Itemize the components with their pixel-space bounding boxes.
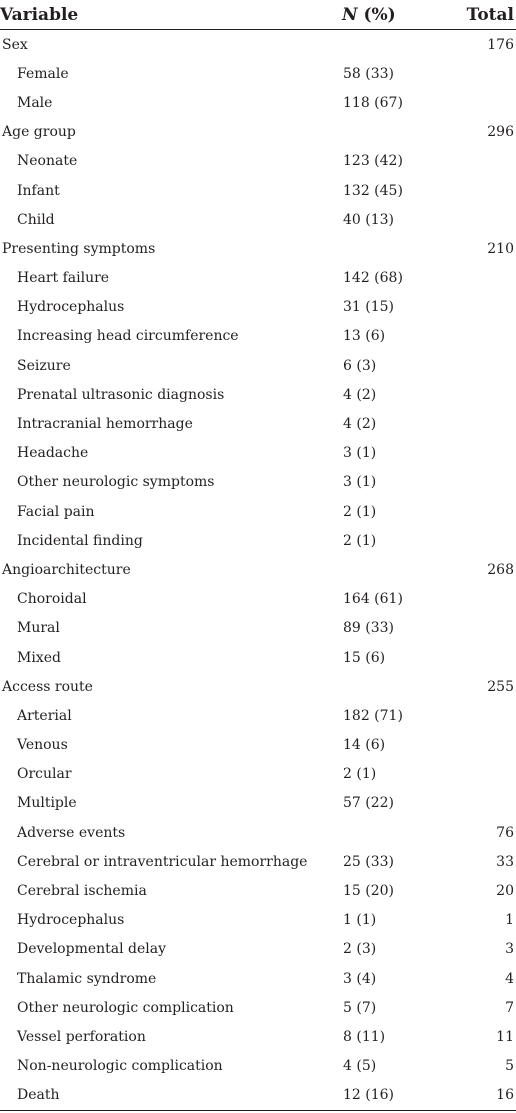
variable-cell: Hydrocephalus — [17, 912, 125, 929]
variable-cell: Headache — [17, 445, 89, 462]
table-row — [0, 322, 516, 351]
table-row — [0, 59, 516, 88]
total-cell: 255 — [487, 678, 514, 695]
n-percent-cell — [330, 30, 460, 60]
total-cell — [460, 176, 516, 205]
n-percent-cell: 2 (1) — [343, 532, 377, 549]
table-row — [0, 818, 516, 847]
total-cell: 11 — [496, 1028, 514, 1045]
variable-cell: Increasing head circumference — [17, 328, 239, 345]
table-row — [0, 847, 516, 876]
variable-cell: Cerebral or intraventricular hemorrhage — [17, 853, 308, 870]
n-percent-cell: 15 (20) — [343, 883, 395, 900]
variable-column-header: Variable — [0, 0, 330, 30]
n-percent-cell: 15 (6) — [343, 649, 386, 666]
table-row — [0, 701, 516, 730]
total-cell: 20 — [496, 883, 514, 900]
table-row — [0, 1081, 516, 1111]
total-cell — [460, 380, 516, 409]
n-percent-cell: 14 (6) — [343, 737, 386, 754]
table-row — [0, 906, 516, 935]
n-percent-cell: 8 (11) — [343, 1028, 386, 1045]
total-cell — [460, 409, 516, 438]
variable-cell: Intracranial hemorrhage — [17, 416, 193, 433]
variable-cell: Sex — [2, 36, 28, 53]
variable-cell: Neonate — [17, 153, 78, 170]
variable-cell: Facial pain — [17, 503, 95, 520]
n-percent-cell: 2 (1) — [343, 766, 377, 783]
variable-cell: Other neurologic symptoms — [17, 474, 215, 491]
n-percent-cell: 2 (3) — [343, 941, 377, 958]
n-percent-cell: 3 (4) — [343, 970, 377, 987]
n-percent-cell: 25 (33) — [343, 853, 395, 870]
total-cell: 176 — [487, 36, 514, 53]
total-cell — [460, 760, 516, 789]
total-cell — [460, 322, 516, 351]
n-percent-cell — [330, 234, 460, 263]
total-cell: 1 — [505, 912, 514, 929]
variable-cell: Access route — [2, 678, 93, 695]
variable-cell: Non-neurologic complication — [17, 1058, 223, 1075]
variable-cell: Child — [17, 211, 55, 228]
table-row — [0, 264, 516, 293]
total-cell — [460, 585, 516, 614]
total-cell: 5 — [505, 1058, 514, 1075]
total-cell — [460, 147, 516, 176]
table-group-row — [0, 118, 516, 147]
table-header — [0, 0, 516, 30]
variable-cell: Female — [17, 65, 69, 82]
variable-cell: Prenatal ultrasonic diagnosis — [17, 386, 225, 403]
variable-cell: Male — [17, 94, 53, 111]
n-percent-cell — [330, 672, 460, 701]
table-row — [0, 351, 516, 380]
n-percent-cell: 58 (33) — [343, 65, 395, 82]
n-percent-cell: 5 (7) — [343, 999, 377, 1016]
total-cell — [460, 293, 516, 322]
table-row — [0, 731, 516, 760]
variable-cell: Presenting symptoms — [2, 240, 156, 257]
table-group-row — [0, 555, 516, 584]
n-percent-cell: 12 (16) — [330, 1081, 460, 1111]
n-percent-cell: 6 (3) — [343, 357, 377, 374]
table-row — [0, 293, 516, 322]
table-row — [0, 876, 516, 905]
total-cell — [460, 264, 516, 293]
table-row — [0, 1022, 516, 1051]
variable-cell: Infant — [17, 182, 60, 199]
n-percent-cell: 2 (1) — [343, 503, 377, 520]
total-cell: 296 — [487, 124, 514, 141]
variable-cell: Incidental finding — [17, 532, 143, 549]
n-percent-cell: 57 (22) — [343, 795, 395, 812]
total-cell — [460, 205, 516, 234]
variable-cell: Choroidal — [17, 591, 87, 608]
total-cell — [460, 789, 516, 818]
table-row — [0, 147, 516, 176]
n-percent-cell: 118 (67) — [343, 94, 403, 111]
total-cell — [460, 526, 516, 555]
n-percent-column-header — [330, 0, 460, 30]
total-cell: 16 — [460, 1081, 516, 1111]
table-row — [0, 935, 516, 964]
n-percent-cell: 31 (15) — [343, 299, 395, 316]
n-percent-cell: 3 (1) — [343, 474, 377, 491]
total-cell: 3 — [505, 941, 514, 958]
n-percent-cell: 40 (13) — [343, 211, 395, 228]
total-cell: 268 — [487, 561, 514, 578]
total-cell — [460, 468, 516, 497]
total-cell: 7 — [505, 999, 514, 1016]
n-percent-cell: 142 (68) — [343, 270, 403, 287]
n-percent-cell — [330, 555, 460, 584]
n-percent-cell: 164 (61) — [343, 591, 403, 608]
n-percent-cell: 4 (2) — [343, 416, 377, 433]
n-symbol: N — [342, 4, 358, 25]
variable-cell: Death — [0, 1081, 330, 1111]
variable-cell: Age group — [2, 124, 76, 141]
table-row — [0, 205, 516, 234]
table-row — [0, 409, 516, 438]
table-row — [0, 439, 516, 468]
n-percent-cell — [330, 818, 460, 847]
n-percent-cell: 89 (33) — [343, 620, 395, 637]
total-cell: 33 — [496, 853, 514, 870]
table-row — [0, 964, 516, 993]
table-row — [0, 497, 516, 526]
total-cell — [460, 701, 516, 730]
total-cell — [460, 731, 516, 760]
table-row — [0, 614, 516, 643]
variable-cell: Orcular — [17, 766, 72, 783]
table-row — [0, 643, 516, 672]
variable-cell: Venous — [17, 737, 68, 754]
table-row — [0, 993, 516, 1022]
table-row — [0, 88, 516, 117]
total-cell — [460, 59, 516, 88]
table-row — [0, 468, 516, 497]
table-row — [0, 526, 516, 555]
variable-cell: Angioarchitecture — [2, 561, 131, 578]
n-percent-cell: 3 (1) — [343, 445, 377, 462]
table-row — [0, 1052, 516, 1081]
n-percent-cell: 13 (6) — [343, 328, 386, 345]
variable-cell: Adverse events — [17, 824, 126, 841]
variable-cell: Developmental delay — [17, 941, 167, 958]
n-percent-cell: 4 (5) — [343, 1058, 377, 1075]
variable-cell: Hydrocephalus — [17, 299, 125, 316]
table-row — [0, 789, 516, 818]
n-percent-cell: 4 (2) — [343, 386, 377, 403]
total-cell — [460, 439, 516, 468]
table-row — [0, 380, 516, 409]
variable-cell: Mural — [17, 620, 60, 637]
total-cell — [460, 88, 516, 117]
total-cell — [460, 497, 516, 526]
n-percent-cell: 182 (71) — [343, 707, 403, 724]
variable-cell: Mixed — [17, 649, 61, 666]
table-group-row — [0, 234, 516, 263]
header-row — [0, 0, 516, 30]
table-body — [0, 30, 516, 1111]
n-percent-cell: 123 (42) — [343, 153, 403, 170]
total-cell — [460, 614, 516, 643]
table-row — [0, 585, 516, 614]
total-cell: 210 — [487, 240, 514, 257]
variable-cell: Arterial — [17, 707, 72, 724]
variable-cell: Seizure — [17, 357, 71, 374]
total-cell: 76 — [496, 824, 514, 841]
total-column-header: Total — [460, 0, 516, 30]
variable-cell: Vessel perforation — [17, 1028, 146, 1045]
n-percent-cell: 132 (45) — [343, 182, 403, 199]
percent-label: (%) — [357, 4, 396, 25]
variable-cell: Cerebral ischemia — [17, 883, 147, 900]
n-percent-cell: 1 (1) — [343, 912, 377, 929]
table-group-row — [0, 672, 516, 701]
variable-cell: Thalamic syndrome — [17, 970, 157, 987]
variable-cell: Heart failure — [17, 270, 110, 287]
total-cell — [460, 351, 516, 380]
table-group-row — [0, 30, 516, 60]
total-cell: 4 — [505, 970, 514, 987]
total-cell — [460, 643, 516, 672]
table-row — [0, 176, 516, 205]
variable-cell: Multiple — [17, 795, 77, 812]
n-percent-cell — [330, 118, 460, 147]
table-row — [0, 760, 516, 789]
variable-cell: Other neurologic complication — [17, 999, 234, 1016]
